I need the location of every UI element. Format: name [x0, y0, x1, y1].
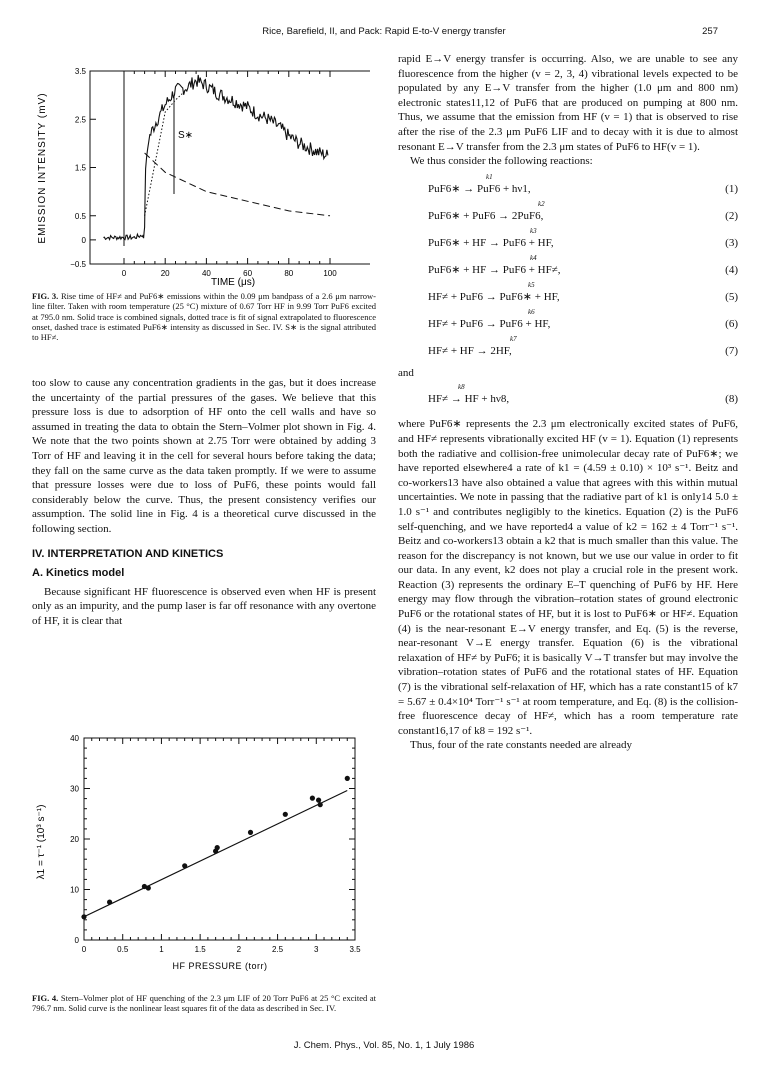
equation-4-rate: k4	[530, 254, 537, 263]
fig4-xtick-label: 0	[81, 945, 87, 954]
equation-1-rate: k1	[486, 173, 493, 182]
equation-8	[398, 384, 738, 411]
fig3-xtick-label: 40	[201, 269, 211, 278]
fig3-solid-trace	[103, 75, 328, 240]
equation-1-reaction: PuF6∗ → PuF6 + hν1,	[428, 183, 531, 196]
equation-6-reaction: HF≠ + PuF6 → PuF6 + HF,	[428, 318, 551, 331]
fig3-frame	[90, 71, 370, 264]
equation-5-reaction: HF≠ + PuF6 → PuF6∗ + HF,	[428, 291, 560, 304]
equation-8-number: (8)	[725, 392, 738, 405]
right-paragraph-1: rapid E→V energy transfer is occurring. Also, we are unable to see any fluorescence from the higher (v = 2, 3, 4) vibrational levels expected to be populated by any E→V transfer from the higher (1.0 μm and 800 nm) electronic states11,12 of PuF6 that are produced on pumping at 800 nm. Thus, we assume that the emission from HF (v = 1) that is observed to rise after the rise of the 2.3 μm PuF6 LIF and to decay with it is due to almost resonant E→V transfer from the 2.3 μm states of PuF6 to HF(v = 1).	[398, 53, 738, 153]
right-column	[398, 52, 738, 753]
fig4-data-point	[146, 885, 151, 890]
fig3-ytick-label: 2.5	[74, 115, 86, 125]
fig4-xtick-label: 3	[314, 945, 319, 954]
equation-5-number: (5)	[725, 291, 738, 304]
fig3-ytick-label: 0	[81, 235, 86, 245]
equation-1	[398, 175, 738, 202]
fig3-caption-text: Rise time of HF≠ and PuF6∗ emissions within the 0.09 μm bandpass of a 2.6 μm narrow-line filter. Taken with room temperature (25 °C) mixture of 0.67 Torr HF in 9.99 Torr PuF6 excited at 795.0 nm. Solid trace is combined signals, dotted trace is fit of signal extrapolated to fluorescence onset, dashed trace is estimated PuF6∗ intensity as discussed in Sec. IV. S∗ is the signal attributed to HF≠.	[32, 291, 376, 343]
running-header	[0, 26, 768, 42]
fig4-data-point	[283, 812, 288, 817]
equation-4-reaction: PuF6∗ + HF → PuF6 + HF≠,	[428, 264, 561, 277]
fig3-xlabel: TIME (μs)	[210, 277, 256, 288]
left-paragraph-2: Because significant HF fluorescence is observed even when HF is present only as an impurity, and the pump laser is far off resonance with any overtone of HF, it is clear that	[32, 585, 376, 627]
fig4-data-point	[345, 776, 350, 781]
fig4-ylabel: λ1 = τ⁻¹ (10³ s⁻¹)	[36, 804, 47, 880]
fig4-xtick-label: 1.5	[194, 945, 206, 954]
equation-3	[398, 229, 738, 256]
fig3-dotted-trace	[145, 90, 186, 216]
fig4-data-point	[316, 798, 321, 803]
fig4-data-point	[310, 796, 315, 801]
fig4-data-point	[182, 863, 187, 868]
equation-2-rate: k2	[538, 200, 545, 209]
equation-8-rate: k8	[458, 382, 465, 391]
fig3-xtick-label: 100	[323, 269, 337, 278]
fig4-xtick-label: 1	[159, 945, 164, 954]
left-column	[32, 376, 376, 629]
fig3-caption-label: FIG. 3.	[32, 291, 59, 301]
fig3-dashed-trace	[145, 153, 330, 216]
section-heading: IV. INTERPRETATION AND KINETICS	[32, 547, 224, 560]
fig4-data-point	[248, 830, 253, 835]
equation-7-number: (7)	[725, 345, 738, 358]
fig3-annotation-s: S∗	[178, 130, 194, 141]
fig4-frame	[84, 738, 355, 940]
left-paragraph-1: too slow to cause any concentration gradients in the gas, but it does increase the uncertainty of the partial pressures of the gases. We believe that this pressure loss is due to adsorption of HF onto the cell walls and have so assumed in treating the data to obtain the Stern–Volmer plot shown in Fig. 4. We note that the two points shown at 2.75 Torr were obtained by adding 3 Torr of HF and leaving it in the cell for several hours before taking the data; they fall on the same curve as the data taken promptly. If we were to assume that pressure losses were due to loss of PuF6, these points would fall considerably below the curve. Thus, the present consistency verifies our assumption. The solid line in Fig. 4 is a theoretical curve discussed in the following section.	[32, 377, 376, 535]
subsection-heading: A. Kinetics model	[32, 567, 125, 580]
figure-3-chart	[30, 58, 370, 288]
equation-1-number: (1)	[725, 183, 738, 196]
equation-3-rate: k3	[530, 227, 537, 236]
and-connector: and	[398, 366, 414, 379]
equation-3-number: (3)	[725, 237, 738, 250]
fig3-ylabel: EMISSION INTENSITY (mV)	[37, 92, 48, 244]
equation-4-number: (4)	[725, 264, 738, 277]
fig3-xtick-label: 20	[160, 269, 170, 278]
fig4-xtick-label: 0.5	[117, 945, 129, 954]
fig3-ytick-label: 0.5	[74, 211, 86, 221]
equation-7-rate: k7	[510, 335, 517, 344]
fig4-ytick-label: 0	[74, 936, 79, 945]
equation-2	[398, 202, 738, 229]
fig4-caption-label: FIG. 4.	[32, 993, 59, 1003]
running-title: Rice, Barefield, II, and Pack: Rapid E-to-V energy transfer	[262, 26, 506, 37]
equation-5	[398, 283, 738, 310]
fig4-xtick-label: 3.5	[349, 945, 361, 954]
fig3-xtick-label: 60	[243, 269, 253, 278]
fig4-data-point	[215, 845, 220, 850]
equation-6	[398, 310, 738, 337]
equation-6-rate: k6	[528, 308, 535, 317]
fig3-ytick-label: −0.5	[70, 260, 86, 269]
fig4-xtick-label: 2	[236, 945, 242, 954]
fig4-xtick-label: 2.5	[272, 945, 284, 954]
fig4-ytick-label: 30	[70, 784, 79, 794]
figure-3-caption	[32, 291, 376, 342]
right-paragraph-2: We thus consider the following reactions:	[410, 155, 593, 168]
equation-5-rate: k5	[528, 281, 535, 290]
fig4-ytick-label: 40	[70, 734, 79, 743]
fig3-xtick-label: 80	[284, 269, 294, 278]
right-paragraph-3: where PuF6∗ represents the 2.3 μm electronically excited states of PuF6, and HF≠ represents vibrationally excited HF (v = 1). Equation (1) represents both the radiative and collision-free unimolecular decay rate of PuF6∗; we have reported elsewhere4 a rate of k1 = (4.59 ± 0.10) × 10³ s⁻¹. Beitz and co-workers13 have also obtained a value that agrees with this within mutual uncertainties. We note in passing that the radiative part of k1 is only14 5.0 ± 1.0 s⁻¹ and contributes negligibly to the kinetics. Equation (2) is the PuF6 self-quenching, and we have reported4 a value of k2 = 162 ± 4 Torr⁻¹ s⁻¹. Beitz and co-workers13 obtain a k2 that is much smaller than this value. The reason for the discrepancy is not known, but we use our value in order to fit our data. In any event, k2 does not play a crucial role in the present work. Reaction (3) represents the ordinary E–T quenching of PuF6 by HF. Here energy may flow through the vibration–rotation states of ground electronic PuF6 or the rotational states of HF, but it is lost to PuF6∗ or HF≠. Equation (4) is the near-resonant E→V energy transfer, and Eq. (5) is the reverse, near-resonant V→E energy transfer. Equation (6) is the vibrational relaxation of HF≠ by PuF6; it is basically V→T transfer but may involve the vibration–rotation states of PuF6 and the rotational states of HF. Equation (7) is the vibrational self-relaxation of HF, which has a rate constant15 of k7 = 5.67 ± 0.4×10⁴ Torr⁻¹ s⁻¹ at room temperature, and Eq. (8) is the collision-free fluorescence decay of HF≠, which has a room temperature rate constant16,17 of k8 = 192 s⁻¹.	[398, 418, 738, 737]
journal-footer: J. Chem. Phys., Vol. 85, No. 1, 1 July 1986	[293, 1040, 475, 1051]
equation-8-reaction: HF≠ → HF + hν8,	[428, 392, 510, 405]
fig4-xlabel: HF PRESSURE (torr)	[172, 961, 268, 971]
page-number: 257	[702, 26, 718, 37]
equation-6-number: (6)	[725, 318, 738, 331]
figure-4-chart	[30, 727, 370, 992]
figure-4-caption	[32, 993, 376, 1014]
fig4-caption-text: Stern–Volmer plot of HF quenching of the 2.3 μm LIF of 20 Torr PuF6 at 25 °C excited at 796.7 nm. Solid curve is the nonlinear least squares fit of the data as described in Sec. IV.	[32, 993, 376, 1014]
fig4-data-point	[318, 802, 323, 807]
equation-7	[398, 337, 738, 364]
fig3-ytick-label: 1.5	[74, 163, 86, 173]
fig3-ytick-label: 3.5	[74, 67, 86, 76]
equation-2-number: (2)	[725, 210, 738, 223]
equation-4	[398, 256, 738, 283]
equation-3-reaction: PuF6∗ + HF → PuF6 + HF,	[428, 237, 554, 250]
fig3-xtick-label: 0	[121, 269, 127, 278]
fig4-data-point	[81, 914, 86, 919]
right-paragraph-4: Thus, four of the rate constants needed are already	[410, 739, 633, 752]
reaction-equations	[398, 175, 738, 412]
equation-2-reaction: PuF6∗ + PuF6 → 2PuF6,	[428, 210, 544, 223]
fig4-ytick-label: 10	[70, 885, 79, 895]
equation-7-reaction: HF≠ + HF → 2HF,	[428, 345, 512, 358]
fig4-data-point	[107, 900, 112, 905]
fig4-ytick-label: 20	[70, 835, 79, 844]
